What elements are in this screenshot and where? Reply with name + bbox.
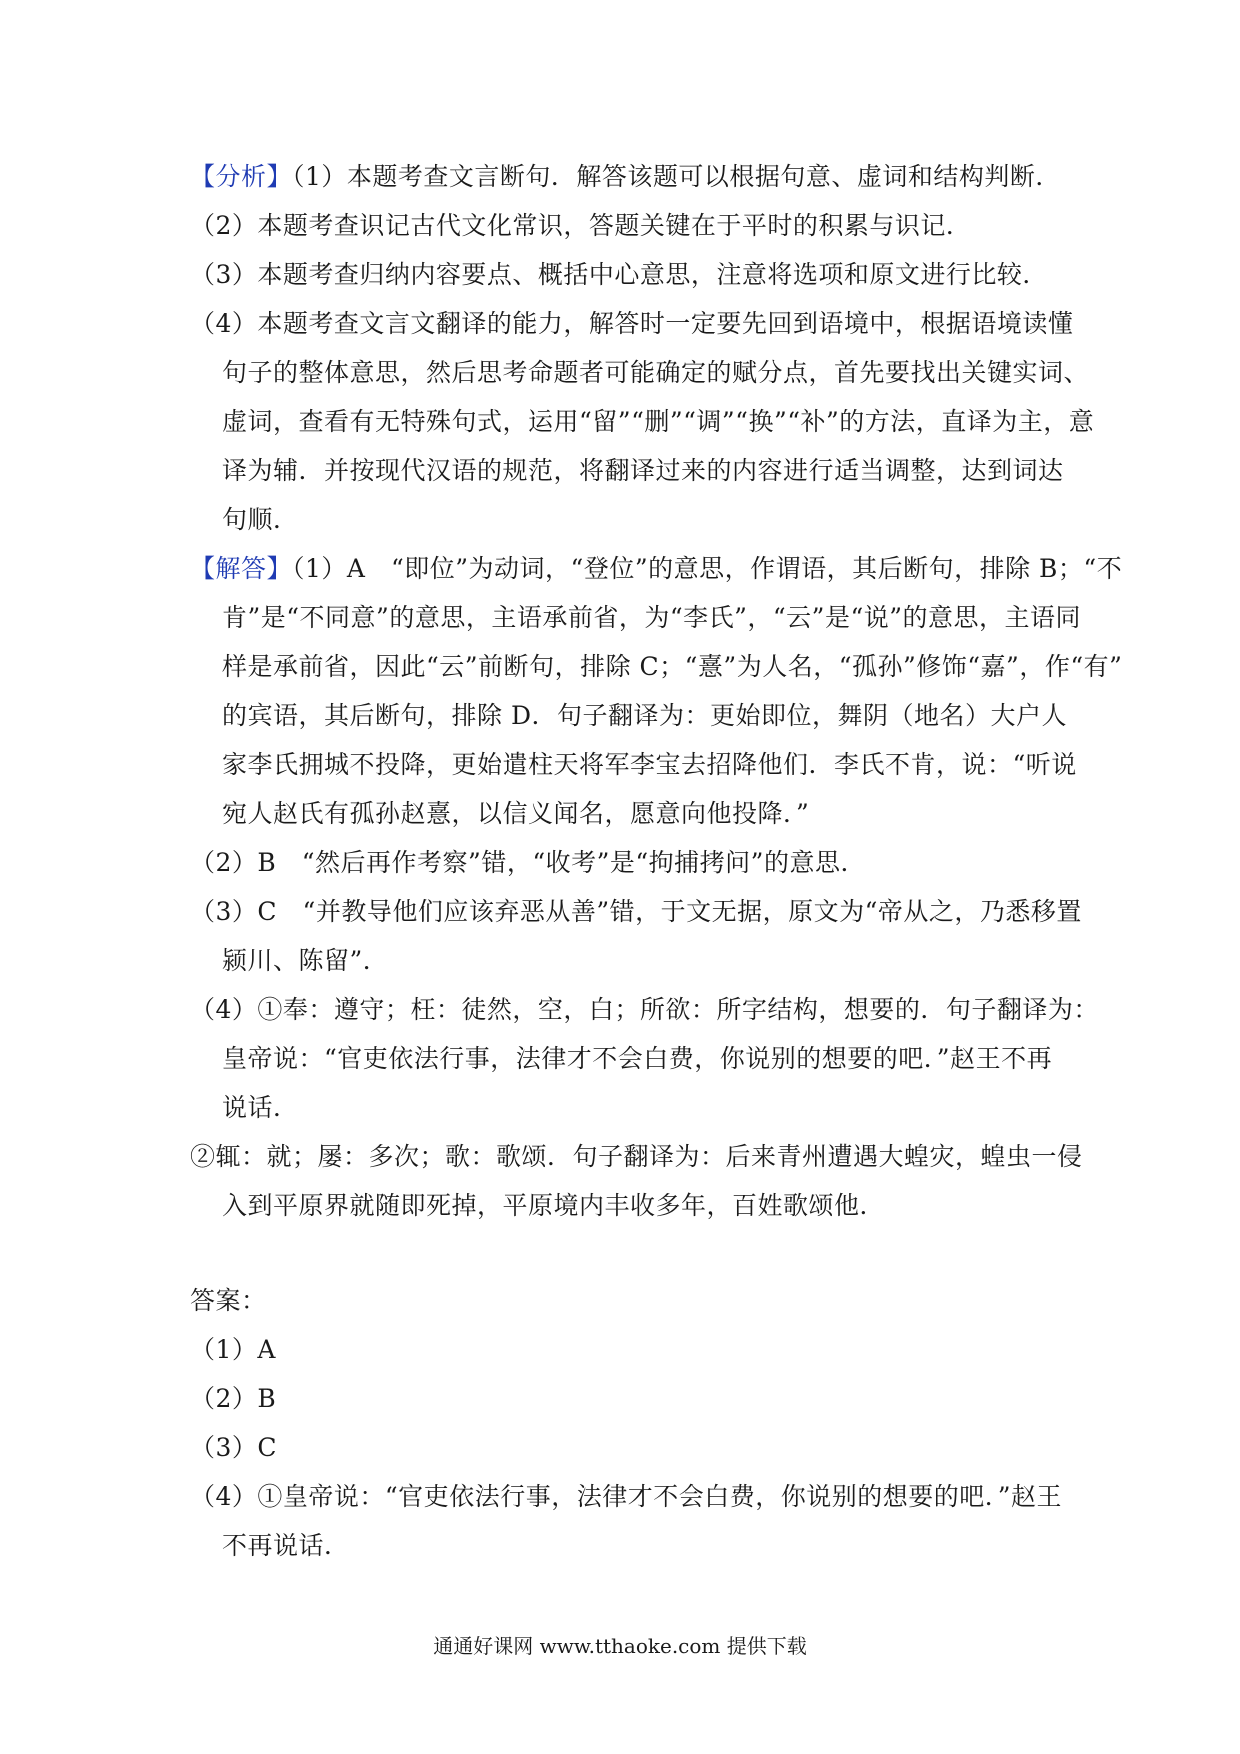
answer-line-2: （2）B (190, 1384, 277, 1413)
analysis-line-3: （3）本题考查归纳内容要点、概括中心意思，注意将选项和原文进行比较． (190, 260, 1048, 289)
solution-line-12: 说话． (222, 1093, 299, 1122)
analysis-text: （1）本题考查文言断句．解答该题可以根据句意、虚词和结构判断． (292, 162, 1061, 191)
solution-label: 【解答】 (190, 554, 293, 583)
answer-line-3: （3）C (190, 1433, 278, 1462)
analysis-line-2: （2）本题考查识记古代文化常识，答题关键在于平时的积累与识记． (190, 211, 972, 240)
answer-heading: 答案： (190, 1286, 267, 1315)
page-footer: 通通好课网 www.tthaoke.com 提供下载 (433, 1634, 807, 1658)
analysis-label: 【分析】 (190, 162, 293, 191)
solution-line-3: 样是承前省，因此“云”前断句，排除 C；“憙”为人名，“孤孙”修饰“嘉”，作“有” (222, 652, 1123, 681)
analysis-line-8: 句顺． (222, 505, 299, 534)
solution-text: （1）A “即位”为动词，“登位”的意思，作谓语，其后断句，排除 B；“不 (292, 554, 1123, 583)
section-gap (190, 1230, 1060, 1276)
analysis-line-4: （4）本题考查文言文翻译的能力，解答时一定要先回到语境中，根据语境读懂 (190, 309, 1074, 338)
solution-line-11: 皇帝说：“官吏依法行事，法律才不会白费，你说别的想要的吧．”赵王不再 (222, 1044, 1053, 1073)
solution-line-10: （4）①奉：遵守；枉：徒然，空，白；所欲：所字结构，想要的．句子翻译为： (190, 995, 1099, 1024)
answer-line-1: （1）A (190, 1335, 276, 1364)
solution-line-6: 宛人赵氏有孤孙赵憙，以信义闻名，愿意向他投降．” (222, 799, 810, 828)
analysis-line-5: 句子的整体意思，然后思考命题者可能确定的赋分点，首先要找出关键实词、 (222, 358, 1090, 387)
solution-line-13: ②辄：就；屡：多次；歌：歌颂．句子翻译为：后来青州遭遇大蝗灾，蝗虫一侵 (190, 1142, 1083, 1171)
answer-line-4: （4）①皇帝说：“官吏依法行事，法律才不会白费，你说别的想要的吧．”赵王 (190, 1482, 1062, 1511)
solution-line-1 (190, 544, 1123, 593)
analysis-line-1 (190, 152, 1060, 201)
solution-line-7: （2）B “然后再作考察”错，“收考”是“拘捕拷问”的意思． (190, 848, 866, 877)
solution-line-4: 的宾语，其后断句，排除 D．句子翻译为：更始即位，舞阴（地名）大户人 (222, 701, 1067, 730)
solution-line-2: 肯”是“不同意”的意思，主语承前省，为“李氏”，“云”是“说”的意思，主语同 (222, 603, 1082, 632)
answer-line-5: 不再说话． (222, 1531, 350, 1560)
analysis-line-7: 译为辅．并按现代汉语的规范，将翻译过来的内容进行适当调整，达到词达 (222, 456, 1064, 485)
solution-line-8: （3）C “并教导他们应该弃恶从善”错，于文无据，原文为“帝从之，乃悉移置 (190, 897, 1082, 926)
document-body (190, 152, 1123, 1570)
solution-line-9: 颍川、陈留”． (222, 946, 389, 975)
solution-line-5: 家李氏拥城不投降，更始遣柱天将军李宝去招降他们．李氏不肯，说：“听说 (222, 750, 1077, 779)
analysis-line-6: 虚词，查看有无特殊句式，运用“留”“删”“调”“换”“补”的方法，直译为主，意 (222, 407, 1095, 436)
solution-line-14: 入到平原界就随即死掉，平原境内丰收多年，百姓歌颂他． (222, 1191, 886, 1220)
